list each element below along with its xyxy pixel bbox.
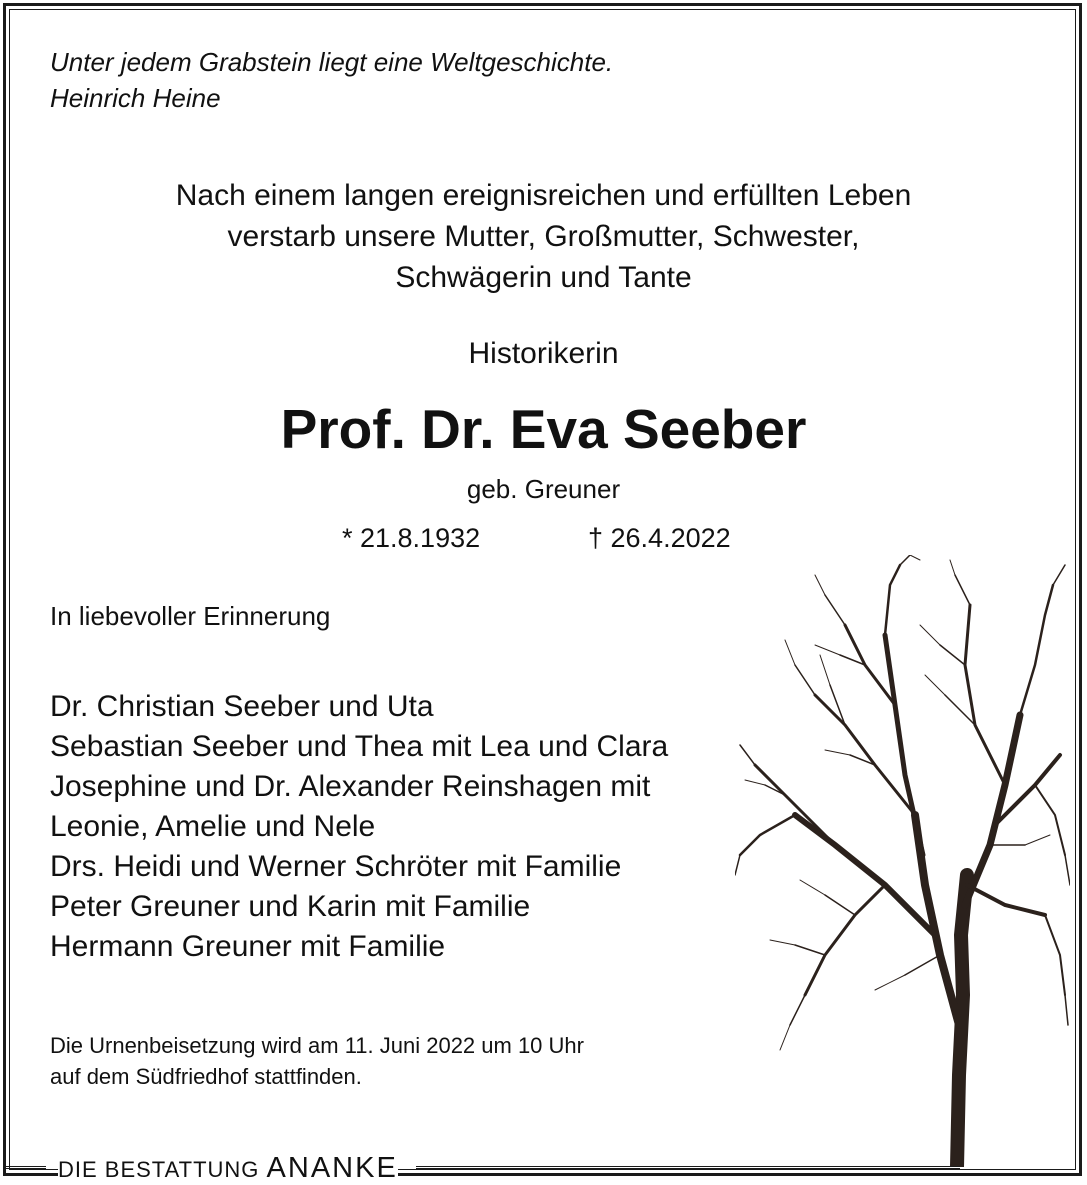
- mourner-line: Drs. Heidi und Werner Schröter mit Familie: [50, 850, 622, 883]
- mourner-line: Hermann Greuner mit Familie: [50, 930, 446, 963]
- birth-name: geb. Greuner: [466, 474, 621, 504]
- quote-text: Unter jedem Grabstein liegt eine Weltgeschichte.: [50, 47, 614, 77]
- mourner-line: Dr. Christian Seeber und Uta: [50, 690, 434, 723]
- bare-tree-illustration: [735, 555, 1070, 1167]
- announcement-text: [0, 175, 1087, 298]
- birth-date: * 21.8.1932: [342, 523, 481, 553]
- mourner-line: Leonie, Amelie und Nele: [50, 810, 376, 843]
- footer-brand-name: ANANKE: [266, 1152, 398, 1184]
- burial-line: Die Urnenbeisetzung wird am 11. Juni 2022 um 10 Uhr: [50, 1033, 584, 1058]
- mourner-line: Josephine und Dr. Alexander Reinshagen mit: [50, 770, 651, 803]
- announcement-line: Nach einem langen ereignisreichen und erfüllten Leben: [175, 179, 912, 212]
- mourner-line: Sebastian Seeber und Thea mit Lea und Clara: [50, 730, 669, 763]
- quote-author: Heinrich Heine: [50, 83, 221, 113]
- mourner-line: Peter Greuner und Karin mit Familie: [50, 890, 531, 923]
- footer-rule-right: [416, 1166, 960, 1172]
- death-date: † 26.4.2022: [588, 523, 731, 553]
- burial-notice: [50, 1030, 584, 1092]
- announcement-line: Schwägerin und Tante: [395, 261, 692, 294]
- deceased-name: Prof. Dr. Eva Seeber: [280, 398, 807, 460]
- footer-rule-left: [6, 1166, 46, 1172]
- memory-line: In liebevoller Erinnerung: [50, 601, 331, 631]
- burial-line: auf dem Südfriedhof stattfinden.: [50, 1064, 362, 1089]
- mourners-list: [50, 687, 668, 967]
- epigraph: [50, 44, 613, 116]
- footer-prefix: DIE BESTATTUNG: [58, 1157, 260, 1182]
- announcement-line: verstarb unsere Mutter, Großmutter, Schwester,: [227, 220, 860, 253]
- profession: Historikerin: [468, 337, 619, 370]
- funeral-home-logo: [58, 1152, 398, 1185]
- footer: [0, 1152, 1087, 1182]
